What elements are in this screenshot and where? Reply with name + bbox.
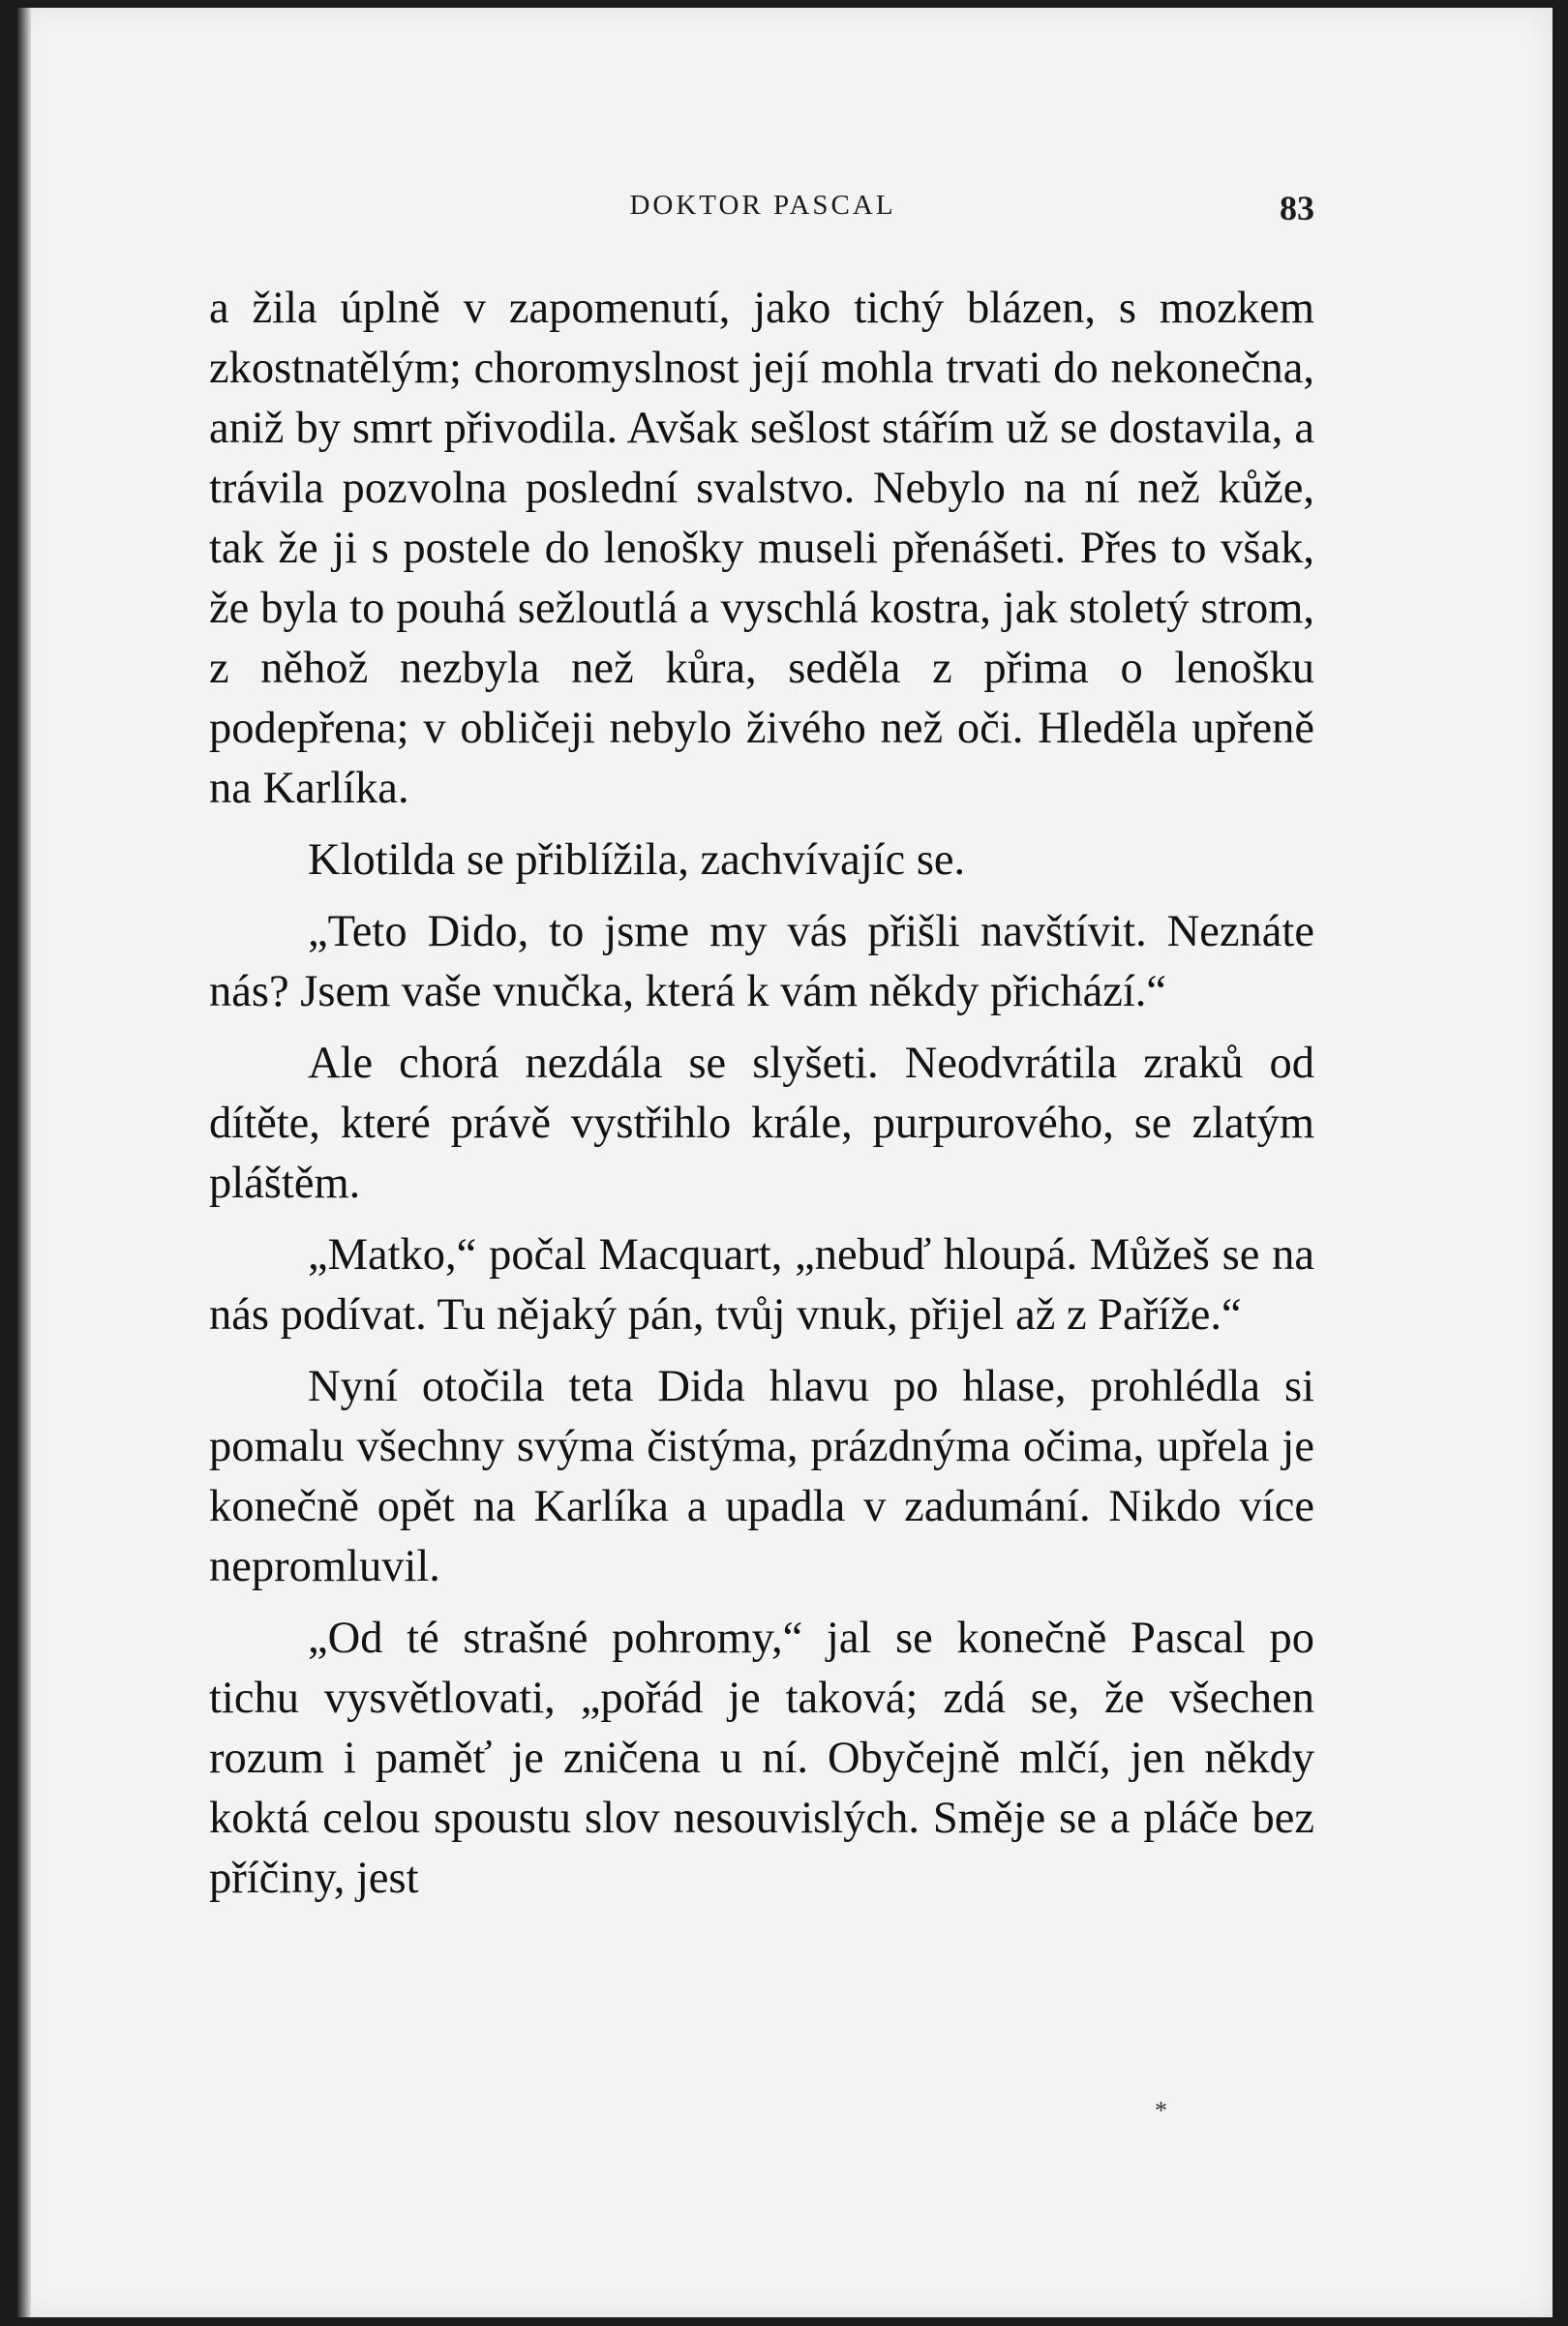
- paragraph: Ale chorá nezdála se slyšeti. Neodvrátila zraků od dítěte, které právě vystřihlo krále, purpurového, se zlatým pláštěm.: [209, 1039, 1314, 1208]
- page-header: [211, 188, 1314, 227]
- body-text: [209, 279, 1314, 1920]
- footer-mark: *: [1155, 2097, 1167, 2125]
- book-page: [17, 8, 1553, 2317]
- paragraph: Nyní otočila teta Dida hlavu po hlase, prohlédla si pomalu všechny svýma čistýma, prázdnýma očima, upřela je konečně opět na Karlíka a upadla v zadumání. Nikdo více nepromluvil.: [209, 1362, 1314, 1591]
- page-binding-edge: [17, 8, 31, 2317]
- paragraph: „Matko,“ počal Macquart, „nebuď hloupá. Můžeš se na nás podívat. Tu nějaký pán, tvůj vnuk, přijel až z Paříže.“: [209, 1230, 1314, 1340]
- page-number: 83: [1280, 189, 1314, 227]
- paragraph: „Teto Dido, to jsme my vás přišli navštívit. Neznáte nás? Jsem vaše vnučka, která k vám někdy přichází.“: [209, 907, 1314, 1016]
- paragraph: „Od té strašné pohromy,“ jal se konečně Pascal po tichu vysvětlovati, „pořád je taková; zdá se, že všechen rozum i paměť je zničena u ní. Obyčejně mlčí, jen někdy koktá celou spoustu slov nesouvislých. Směje se a pláče bez příčiny, jest: [209, 1614, 1314, 1903]
- paragraph: Klotilda se přiblížila, zachvívajíc se.: [308, 835, 966, 885]
- running-title: DOKTOR PASCAL: [629, 190, 896, 221]
- paragraph: a žila úplně v zapomenutí, jako tichý blázen, s mozkem zkostnatělým; choromyslnost její mohla trvati do nekonečna, aniž by smrt přivodila. Avšak sešlost stářím už se dostavila, a trávila pozvolna poslední svalstvo. Nebylo na ní než kůže, tak že ji s postele do lenošky museli přenášeti. Přes to však, že byla to pouhá sežloutlá a vyschlá kostra, jak stoletý strom, z něhož nezbyla než kůra, seděla z přima o lenošku podepřena; v obličeji nebylo živého než oči. Hleděla upřeně na Karlíka.: [209, 284, 1314, 813]
